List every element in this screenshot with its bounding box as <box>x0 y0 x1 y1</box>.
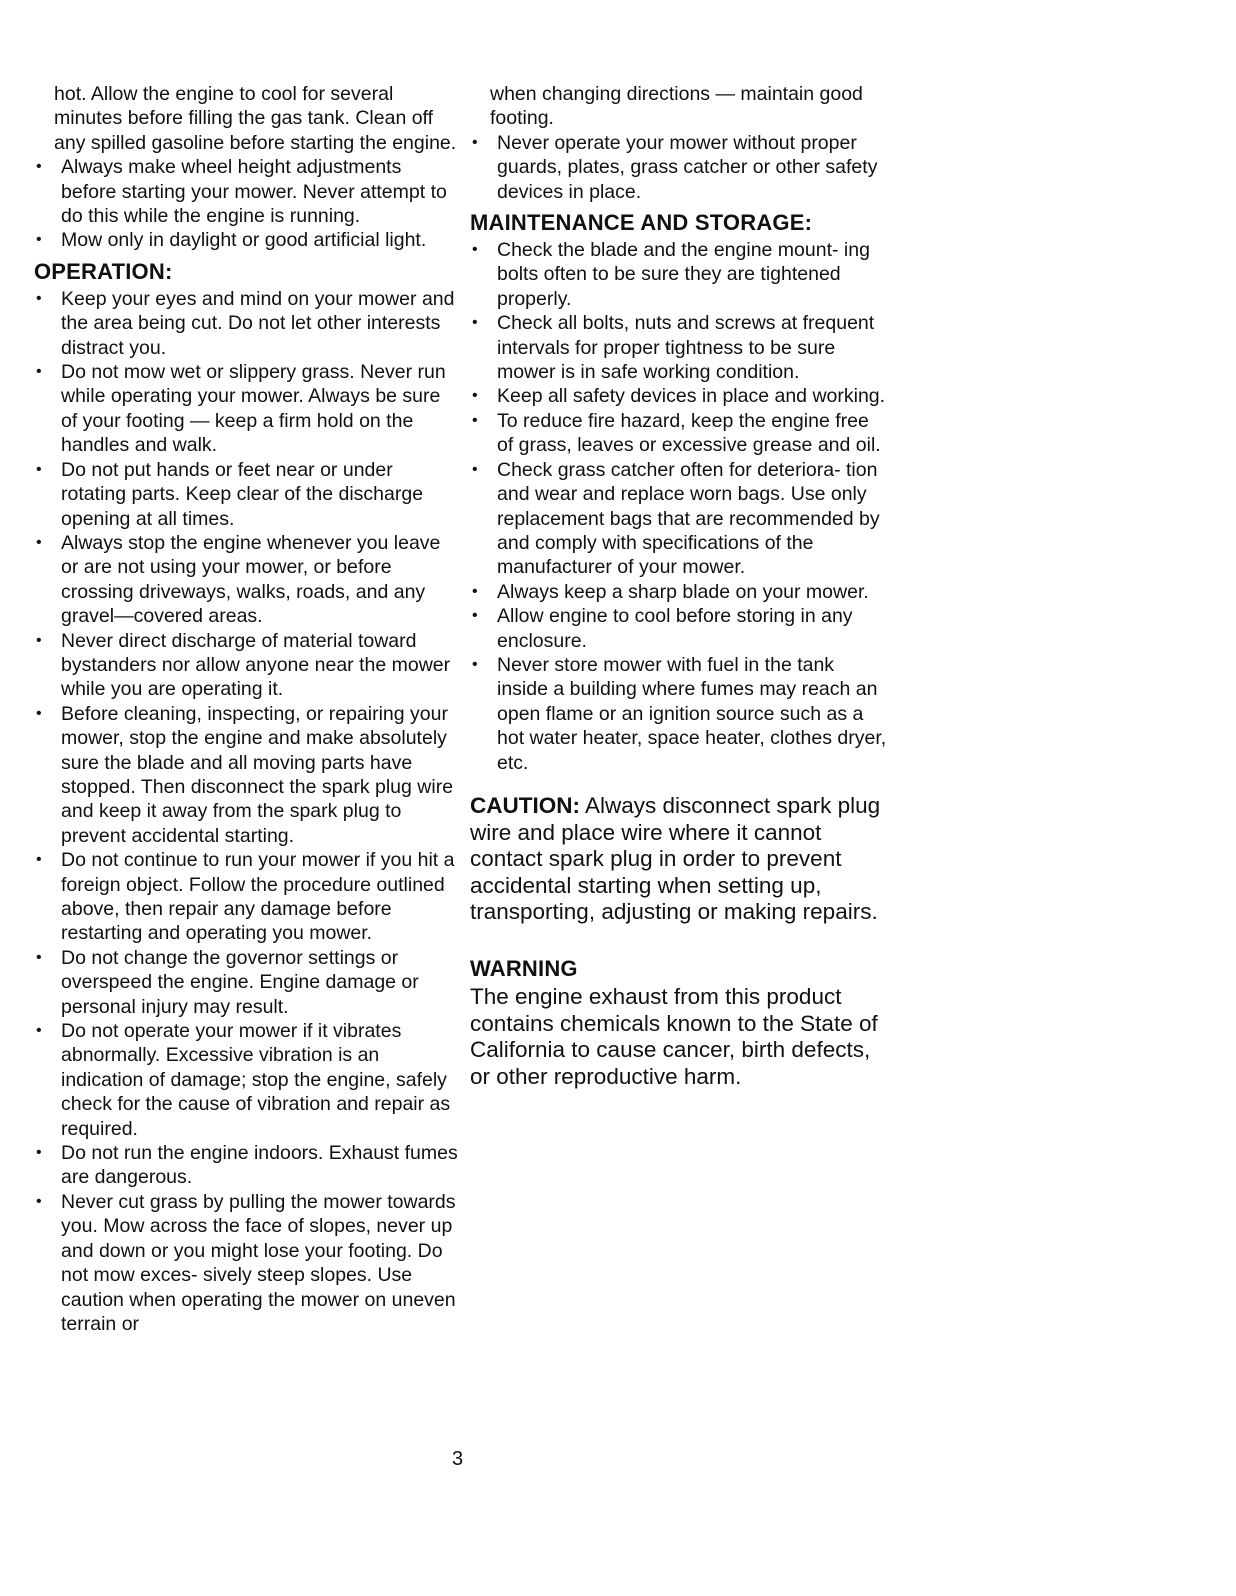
operation-heading: OPERATION: <box>34 258 173 284</box>
list-item: • Allow engine to cool before storing in any enclosure. <box>470 604 890 653</box>
list-item: • Before cleaning, inspecting, or repairing your mower, stop the engine and make absolutely sure the blade and all moving parts have stopped. Then disconnect the spark plug wire and keep it away from the spark plug to prevent accidental starting. <box>34 702 462 848</box>
list-item: • Never operate your mower without proper guards, plates, grass catcher or other safety devices in place. <box>470 131 890 204</box>
list-item: • Do not operate your mower if it vibrates abnormally. Excessive vibration is an indication of damage; stop the engine, safely check for the cause of vibration and repair as required. <box>34 1019 462 1141</box>
right-continuation-text: when changing directions — maintain good footing. <box>490 83 863 130</box>
maintenance-bullet-list <box>470 238 890 775</box>
caution-label: CAUTION: <box>470 792 580 818</box>
maintenance-heading: MAINTENANCE AND STORAGE: <box>470 210 813 236</box>
list-item: • Always stop the engine whenever you leave or are not using your mower, or before crossing driveways, walks, roads, and any gravel—covered areas. <box>34 531 462 629</box>
list-item: • Check the blade and the engine mount- ing bolts often to be sure they are tightened properly. <box>470 238 890 311</box>
list-item: • Never direct discharge of material toward bystanders nor allow anyone near the mower while you are operating it. <box>34 629 462 702</box>
list-item: • Never store mower with fuel in the tank inside a building where fumes may reach an open flame or an ignition source such as a hot water heater, space heater, clothes dryer, etc. <box>470 653 890 775</box>
list-item: • Do not run the engine indoors. Exhaust fumes are dangerous. <box>34 1141 462 1190</box>
right-intro-bullet-list <box>470 131 890 204</box>
list-item: • To reduce fire hazard, keep the engine free of grass, leaves or excessive grease and oil. <box>470 409 890 458</box>
list-item: • Always make wheel height adjustments before starting your mower. Never attempt to do this while the engine is running. <box>34 155 462 228</box>
list-item: • Do not mow wet or slippery grass. Never run while operating your mower. Always be sure of your footing — keep a firm hold on the handles and walk. <box>34 360 462 458</box>
operation-bullet-list <box>34 287 462 1336</box>
list-item: • Check grass catcher often for deteriora- tion and wear and replace worn bags. Use only replacement bags that are recommended by and comply with specifications of the manufacturer of your mower. <box>470 458 890 580</box>
list-item: • Keep your eyes and mind on your mower and the area being cut. Do not let other interests distract you. <box>34 287 462 360</box>
left-column <box>34 82 462 1336</box>
left-continuation-text: hot. Allow the engine to cool for several minutes before filling the gas tank. Clean off any spilled gasoline before starting the engine. <box>54 83 457 154</box>
list-item: • Keep all safety devices in place and working. <box>470 384 890 408</box>
list-item: • Do not change the governor settings or overspeed the engine. Engine damage or personal injury may result. <box>34 946 462 1019</box>
warning-text: The engine exhaust from this product contains chemicals known to the State of California to cause cancer, birth defects, or other reproductive harm. <box>470 983 878 1089</box>
list-item: • Do not continue to run your mower if you hit a foreign object. Follow the procedure outlined above, then repair any damage before restarting and operating you mower. <box>34 848 462 946</box>
page-number: 3 <box>452 1448 464 1470</box>
left-intro-bullet-list <box>34 155 462 253</box>
list-item: • Check all bolts, nuts and screws at frequent intervals for proper tightness to be sure mower is in safe working condition. <box>470 311 890 384</box>
list-item: • Always keep a sharp blade on your mower. <box>470 580 890 604</box>
list-item: • Never cut grass by pulling the mower towards you. Mow across the face of slopes, never up and down or you might lose your footing. Do not mow exces- sively steep slopes. Use caution when operating the mower on uneven terrain or <box>34 1190 462 1336</box>
list-item: • Mow only in daylight or good artificial light. <box>34 228 462 252</box>
caution-text: Always disconnect spark plug wire and place wire where it cannot contact spark plug in order to prevent accidental starting when setting up, transporting, adjusting or making repairs. <box>470 792 881 925</box>
caution-notice <box>470 793 890 926</box>
list-item: • Do not put hands or feet near or under rotating parts. Keep clear of the discharge opening at all times. <box>34 458 462 531</box>
right-column <box>470 82 890 1090</box>
warning-heading: WARNING <box>470 955 578 981</box>
